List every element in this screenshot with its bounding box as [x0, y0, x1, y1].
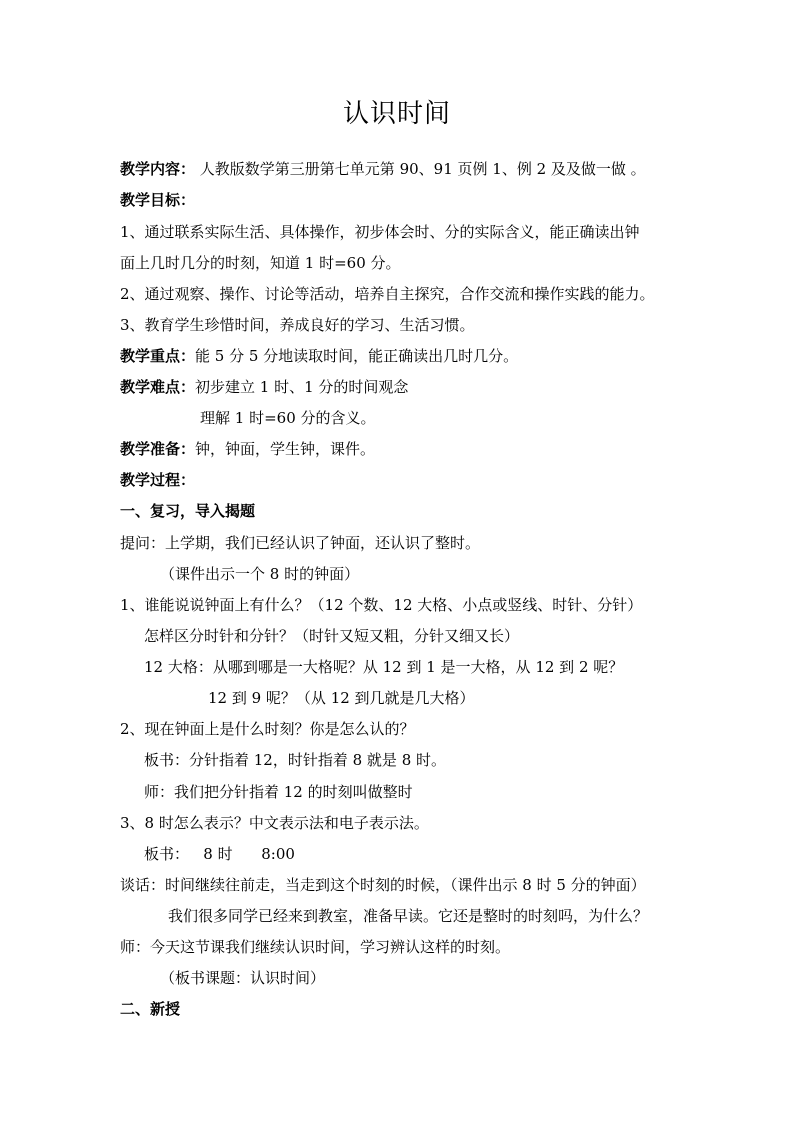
key-point-label: 教学重点：	[120, 347, 196, 365]
difficulty-text: 初步建立 1 时、1 分的时间观念	[195, 378, 409, 396]
process-line: 师：今天这节课我们继续认识时间，学习辨认这样的时刻。	[120, 938, 511, 956]
process-line: 板书： 8 时 8:00	[144, 845, 295, 863]
preparation-line	[120, 438, 375, 460]
preparation-label: 教学准备：	[120, 440, 196, 458]
process-label: 教学过程：	[120, 471, 196, 489]
preparation-text: 钟，钟面，学生钟，课件。	[195, 440, 376, 458]
process-line: 12 到 9 呢？（从 12 到几就是几大格）	[208, 689, 475, 707]
goal-line: 3、教育学生珍惜时间，养成良好的学习、生活习惯。	[120, 316, 475, 334]
section-heading-1: 一、复习，导入揭题	[120, 502, 256, 520]
goal-line: 面上几时几分的时刻，知道 1 时=60 分。	[120, 254, 401, 272]
goal-line: 2、通过观察、操作、讨论等活动，培养自主探究，合作交流和操作实践的能力。	[120, 285, 655, 303]
content-line	[120, 158, 646, 180]
process-line: 我们很多同学已经来到教室，准备早读。它还是整时的时刻吗，为什么？	[168, 907, 649, 925]
process-line: 2、现在钟面上是什么时刻？你是怎么认的？	[120, 720, 415, 738]
process-line: 12 大格：从哪到哪是一大格呢？从 12 到 1 是一大格，从 12 到 2 呢？	[144, 658, 624, 676]
content-label: 教学内容：	[120, 160, 196, 178]
process-line: 板书：分针指着 12，时针指着 8 就是 8 时。	[144, 751, 447, 769]
page-title: 认识时间	[342, 99, 451, 129]
goal-line: 1、通过联系实际生活、具体操作，初步体会时、分的实际含义，能正确读出钟	[120, 223, 640, 241]
key-point-line	[120, 345, 518, 367]
content-text: 人教版数学第三册第七单元第 90、91 页例 1、例 2 及及做一做 。	[199, 160, 646, 178]
process-line: 提问：上学期，我们已经认识了钟面，还认识了整时。	[120, 534, 481, 552]
section-heading-2: 二、新授	[120, 1000, 181, 1018]
key-point-text: 能 5 分 5 分地读取时间，能正确读出几时几分。	[195, 347, 519, 365]
process-line: 师：我们把分针指着 12 的时刻叫做整时	[144, 783, 413, 801]
difficulty-text-2: 理解 1 时=60 分的含义。	[200, 409, 376, 427]
process-line: 怎样区分时针和分针？（时针又短又粗，分针又细又长）	[144, 627, 520, 645]
process-line: 1、谁能说说钟面上有什么？（12 个数、12 大格、小点或竖线、时针、分针）	[120, 596, 643, 614]
process-line: （板书课题：认识时间）	[160, 969, 326, 987]
process-line: 3、8 时怎么表示？中文表示法和电子表示法。	[120, 814, 429, 832]
difficulty-line	[120, 376, 408, 398]
goals-label: 教学目标：	[120, 191, 196, 209]
process-line: 谈话：时间继续往前走，当走到这个时刻的时候，（课件出示 8 时 5 分的钟面）	[120, 876, 646, 894]
process-line: （课件出示一个 8 时的钟面）	[160, 565, 360, 583]
difficulty-label: 教学难点：	[120, 378, 196, 396]
